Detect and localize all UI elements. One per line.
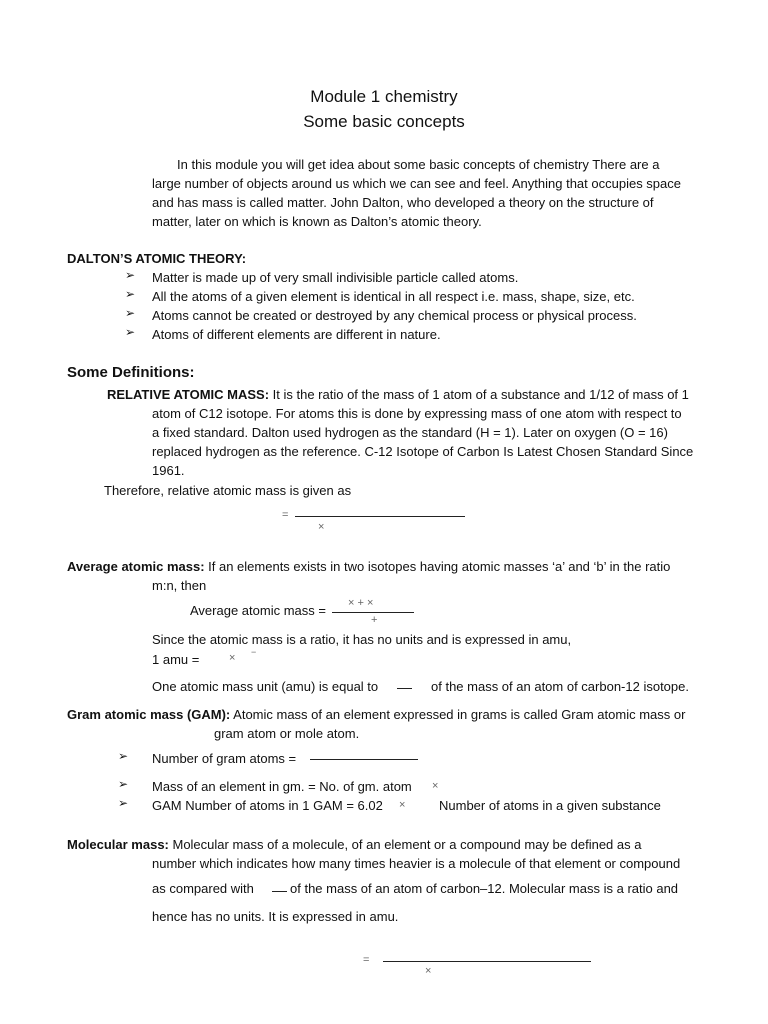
- definitions-heading: Some Definitions:: [67, 364, 195, 381]
- average-term: Average atomic mass:: [67, 559, 205, 574]
- arrow-bullet-icon: ➢: [125, 325, 136, 339]
- molecular-line: as compared with: [152, 881, 254, 896]
- times-sign: ×: [399, 799, 406, 811]
- list-item: All the atoms of a given element is identical in all respect i.e. mass, shape, size, etc.: [152, 289, 635, 304]
- relative-line: [107, 385, 689, 404]
- list-item: Atoms cannot be created or destroyed by any chemical process or physical process.: [152, 308, 637, 323]
- average-formula-label: Average atomic mass =: [190, 603, 326, 618]
- gam-line: [67, 705, 685, 724]
- one-amu-text: of the mass of an atom of carbon-12 isotope.: [431, 679, 689, 694]
- arrow-bullet-icon: ➢: [125, 268, 136, 282]
- fraction-bar: [310, 759, 418, 760]
- relative-line: replaced hydrogen as the reference. C-12 Isotope of Carbon Is Latest Chosen Standard Since: [152, 444, 694, 459]
- formula-denominator: +: [371, 614, 378, 626]
- relative-line: atom of C12 isotope. For atoms this is done by expressing mass of one atom with respect to: [152, 406, 682, 421]
- arrow-bullet-icon: ➢: [125, 306, 136, 320]
- gam-term: Gram atomic mass (GAM):: [67, 707, 231, 722]
- list-item: GAM Number of atoms in 1 GAM = 6.02: [152, 798, 383, 813]
- arrow-bullet-icon: ➢: [118, 777, 129, 791]
- relative-text: It is the ratio of the mass of 1 atom of a substance and 1/12 of mass of 1: [269, 387, 689, 402]
- formula-numerator: × + ×: [348, 597, 374, 609]
- dalton-heading: DALTON’S ATOMIC THEORY:: [67, 251, 247, 266]
- intro-line: In this module you will get idea about some basic concepts of chemistry There are a: [177, 157, 660, 172]
- arrow-bullet-icon: ➢: [118, 749, 129, 763]
- amu-label: 1 amu =: [152, 652, 200, 667]
- intro-line: and has mass is called matter. John Dalton, who developed a theory on the structure of: [152, 195, 654, 210]
- times-sign: ×: [229, 652, 236, 664]
- page-title: Module 1 chemistry: [310, 87, 458, 106]
- molecular-line: of the mass of an atom of carbon–12. Molecular mass is a ratio and: [290, 881, 679, 896]
- exponent-sign: −: [251, 647, 257, 657]
- list-item: Atoms of different elements are different in nature.: [152, 327, 441, 342]
- molecular-term: Molecular mass:: [67, 837, 169, 852]
- relative-line: 1961.: [152, 463, 185, 478]
- times-sign: ×: [432, 780, 439, 792]
- molecular-line: hence has no units. It is expressed in amu.: [152, 909, 399, 924]
- list-item: Number of gram atoms =: [152, 751, 297, 766]
- times-sign: ×: [425, 965, 432, 977]
- fraction-bar: [295, 516, 465, 517]
- one-amu-text: One atomic mass unit (amu) is equal to: [152, 679, 379, 694]
- therefore-line: Therefore, relative atomic mass is given as: [104, 483, 352, 498]
- fraction-bar: [272, 891, 287, 892]
- equals-sign: =: [282, 509, 289, 521]
- average-text: If an elements exists in two isotopes having atomic masses ‘a’ and ‘b’ in the ratio: [204, 559, 671, 574]
- molecular-line: number which indicates how many times heavier is a molecule of that element or compound: [152, 856, 681, 871]
- molecular-text: Molecular mass of a molecule, of an element or a compound may be defined as a: [168, 837, 642, 852]
- average-line: m:n, then: [152, 578, 207, 593]
- fraction-bar: [397, 688, 412, 689]
- list-item: Mass of an element in gm. = No. of gm. atom: [152, 779, 412, 794]
- relative-term: RELATIVE ATOMIC MASS:: [107, 387, 270, 402]
- intro-line: matter, later on which is known as Dalton’s atomic theory.: [152, 214, 482, 229]
- intro-line: large number of objects around us which we can see and feel. Anything that occupies space: [152, 176, 681, 191]
- arrow-bullet-icon: ➢: [118, 796, 129, 810]
- times-sign: ×: [318, 521, 325, 533]
- gam-text: Atomic mass of an element expressed in grams is called Gram atomic mass or: [230, 707, 686, 722]
- gam-line: gram atom or mole atom.: [214, 726, 360, 741]
- page-subtitle: Some basic concepts: [303, 112, 465, 131]
- arrow-bullet-icon: ➢: [125, 287, 136, 301]
- equals-sign: =: [363, 954, 370, 966]
- average-line: [67, 557, 670, 576]
- ratio-note: Since the atomic mass is a ratio, it has no units and is expressed in amu,: [152, 632, 572, 647]
- list-item: Matter is made up of very small indivisible particle called atoms.: [152, 270, 519, 285]
- relative-line: a fixed standard. Dalton used hydrogen as the standard (H = 1). Later on oxygen (O = 16): [152, 425, 668, 440]
- number-of-atoms-text: Number of atoms in a given substance: [439, 798, 661, 813]
- fraction-bar: [383, 961, 591, 962]
- molecular-line: [67, 835, 641, 854]
- fraction-bar: [332, 612, 414, 613]
